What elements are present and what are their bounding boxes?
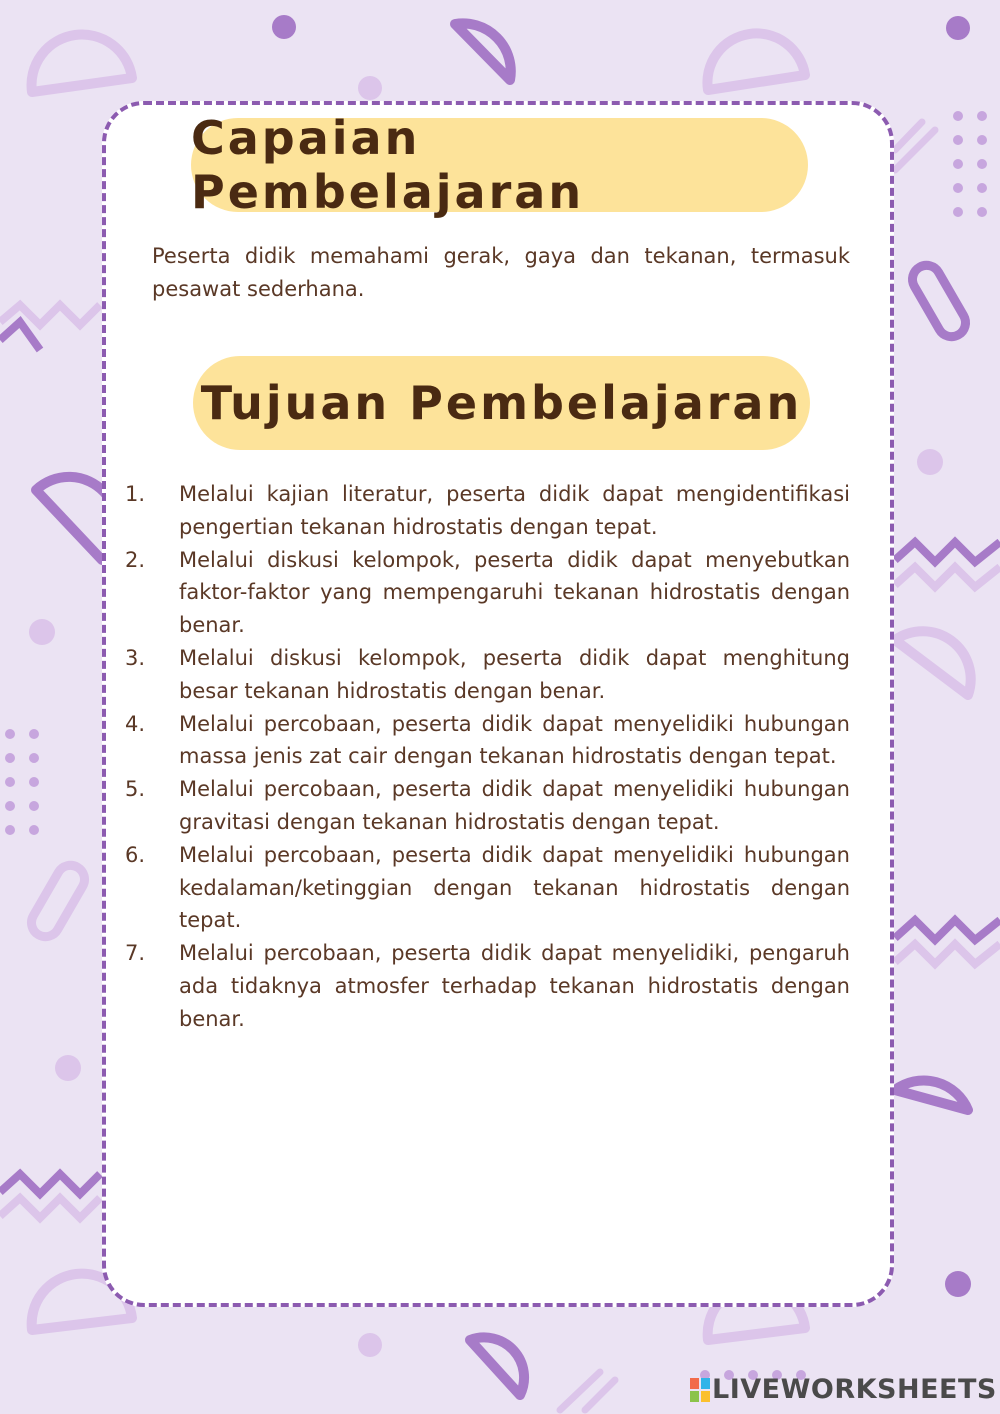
list-item-number: 6.	[125, 842, 146, 867]
capaian-title: Capaian Pembelajaran	[191, 111, 585, 219]
brand-name: LIVEWORKSHEETS	[712, 1374, 997, 1405]
capsule-shape	[907, 260, 970, 342]
list-item-number: 5.	[125, 777, 146, 802]
liveworksheets-brand[interactable]	[690, 1374, 997, 1405]
list-item	[125, 937, 850, 1035]
list-item	[125, 773, 850, 839]
dot-grid-shape	[5, 729, 39, 835]
list-item-number: 4.	[125, 711, 146, 736]
half-circle-shape	[895, 631, 971, 695]
capaian-text: Peserta didik memahami gerak, gaya dan tekanan, termasuk pesawat sederhana.	[152, 244, 850, 301]
list-item	[125, 544, 850, 642]
list-item-text: Melalui percobaan, peserta didik dapat menyelidiki, pengaruh ada tidaknya atmosfer terhadap tekanan hidrostatis dengan benar.	[179, 941, 850, 1031]
list-item	[125, 708, 850, 774]
half-circle-shape	[707, 33, 805, 90]
zigzag-shape	[895, 567, 1000, 587]
capaian-title-banner	[191, 111, 808, 219]
zigzag-shape	[0, 1198, 100, 1218]
list-item-text: Melalui percobaan, peserta didik dapat menyelidiki hubungan massa jenis zat cair dengan tekanan hidrostatis dengan tepat.	[179, 711, 850, 769]
list-item-number: 3.	[125, 645, 146, 670]
list-item-text: Melalui kajian literatur, peserta didik dapat mengidentifikasi pengertian tekanan hidrostatis dengan tepat.	[179, 482, 850, 539]
list-item-number: 2.	[125, 547, 146, 572]
list-item-text: Melalui diskusi kelompok, peserta didik dapat menyebutkan faktor-faktor yang mempengaruhi tekanan hidrostatis dengan benar.	[179, 547, 850, 638]
dot-shape	[272, 15, 296, 39]
zigzag-shape	[895, 920, 1000, 940]
dot-shape	[917, 449, 943, 475]
list-item-text: Melalui diskusi kelompok, peserta didik dapat menghitung besar tekanan hidrostatis dengan benar.	[179, 645, 850, 703]
liveworksheets-logo-icon	[690, 1378, 710, 1402]
dot-shape	[945, 1271, 971, 1297]
list-item-number: 7.	[125, 941, 146, 966]
tujuan-list	[125, 478, 850, 1036]
list-item	[125, 478, 850, 544]
dot-shape	[358, 76, 382, 100]
dot-shape	[29, 619, 55, 645]
stripe-shape	[895, 122, 935, 170]
dot-shape	[55, 1055, 81, 1081]
zigzag-shape	[895, 944, 1000, 964]
dot-shape	[358, 1333, 382, 1357]
half-circle-shape	[32, 35, 132, 92]
list-item-text: Melalui percobaan, peserta didik dapat menyelidiki hubungan kedalaman/ketinggian dengan tekanan hidrostatis dengan tepat.	[179, 842, 850, 933]
dot-grid-shape	[953, 111, 987, 217]
zigzag-shape	[0, 322, 40, 350]
list-item-text: Melalui percobaan, peserta didik dapat menyelidiki hubungan gravitasi dengan tekanan hidrostatis dengan tepat.	[179, 777, 850, 834]
list-item	[125, 642, 850, 708]
half-circle-shape	[455, 23, 511, 80]
half-circle-shape	[470, 1337, 524, 1395]
tujuan-title-banner	[193, 356, 810, 450]
list-item-number: 1.	[125, 482, 146, 506]
stripe-shape	[560, 1372, 615, 1410]
dot-shape	[946, 16, 970, 40]
zigzag-shape	[895, 542, 1000, 562]
list-item	[125, 839, 850, 937]
half-circle-shape	[895, 1080, 968, 1110]
tujuan-title: Tujuan Pembelajaran	[200, 376, 803, 430]
zigzag-shape	[0, 1174, 100, 1194]
capsule-shape	[26, 860, 89, 942]
